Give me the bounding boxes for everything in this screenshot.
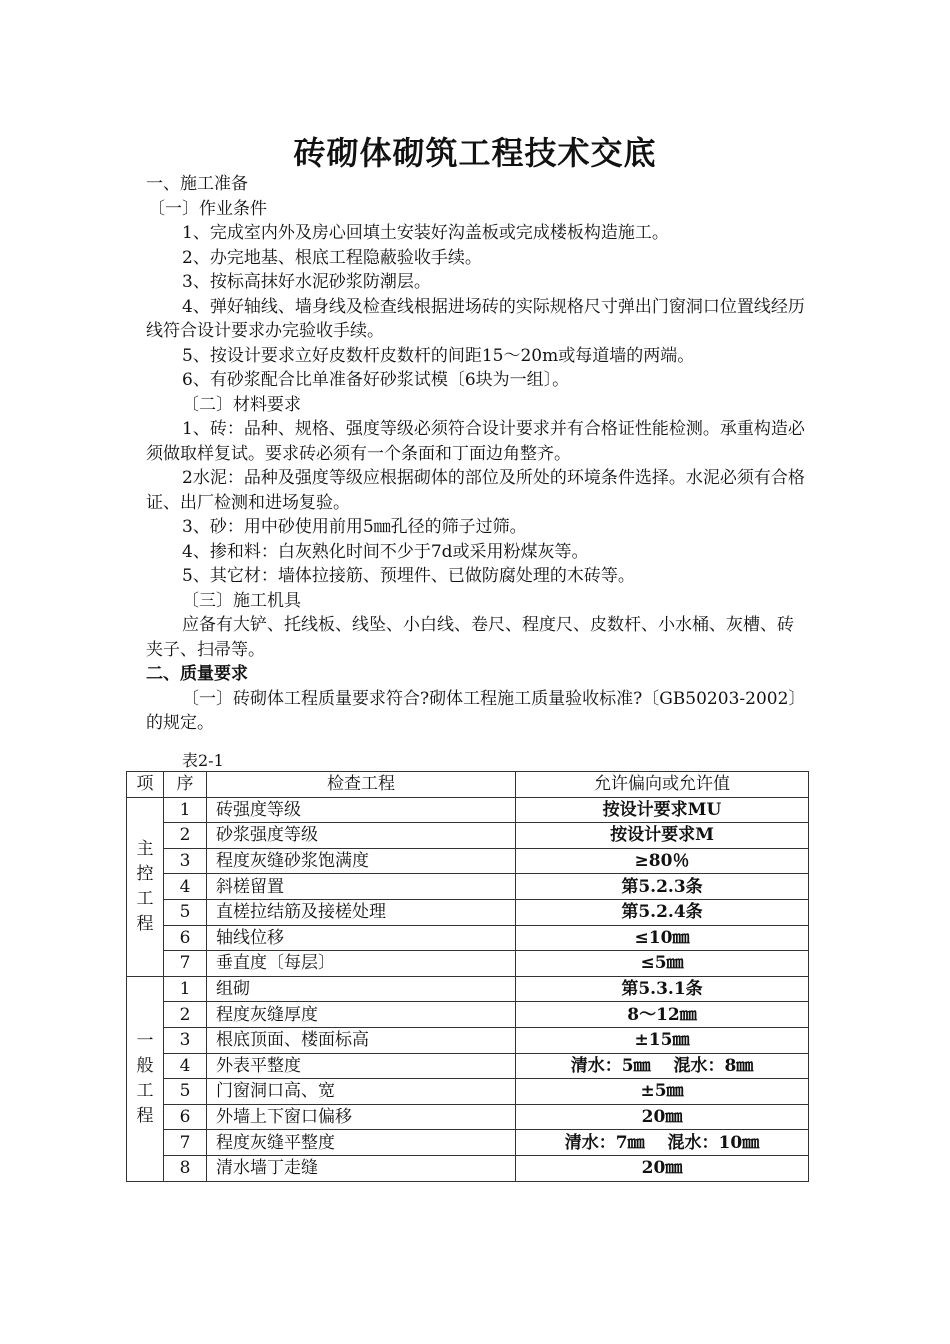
material-item: 3、砂：用中砂使用前用5㎜孔径的筛子过筛。 — [182, 517, 527, 537]
table-row — [127, 899, 809, 925]
row-value: ±15㎜ — [516, 1027, 809, 1053]
row-number: 1 — [164, 976, 207, 1002]
row-item: 外表平整度 — [207, 1053, 516, 1079]
row-number: 4 — [164, 1053, 207, 1079]
row-number: 2 — [164, 1002, 207, 1028]
quality-table — [126, 771, 809, 1182]
row-item: 砖强度等级 — [207, 797, 516, 823]
row-item: 砂浆强度等级 — [207, 823, 516, 849]
row-item: 根底顶面、楼面标高 — [207, 1027, 516, 1053]
condition-item: 2、办完地基、根底工程隐蔽验收手续。 — [182, 247, 482, 268]
row-number: 1 — [164, 797, 207, 823]
header-item: 检查工程 — [207, 772, 516, 798]
header-number: 序 — [164, 772, 207, 798]
table-row — [127, 797, 809, 823]
material-item: 2水泥：品种及强度等级应根据砌体的部位及所处的环境条件选择。水泥必须有合格证、出厂检测和进场复验。 — [146, 468, 805, 513]
table-row — [127, 1130, 809, 1156]
section-2-1-text: 〔一〕砖砌体工程质量要求符合?砌体工程施工质量验收标准?〔GB50203-2002〕的规定。 — [146, 688, 806, 733]
table-row — [127, 1155, 809, 1181]
row-number: 7 — [164, 1130, 207, 1156]
section-2-heading: 二、质量要求 — [146, 664, 248, 684]
row-number: 6 — [164, 1104, 207, 1130]
header-value: 允许偏向或允许值 — [516, 772, 809, 798]
table-row — [127, 1053, 809, 1079]
condition-item: 6、有砂浆配合比单准备好砂浆试模〔6块为一组〕。 — [182, 370, 570, 390]
group-label-general: 一般工程 — [127, 976, 164, 1181]
condition-item: 4、弹好轴线、墙身线及检查线根据进场砖的实际规格尺寸弹出门窗洞口位置线经历线符合设计要求办完验收手续。 — [146, 296, 805, 341]
table-row — [127, 823, 809, 849]
table-row — [127, 1079, 809, 1105]
table-row — [127, 925, 809, 951]
row-item: 直槎拉结筋及接槎处理 — [207, 899, 516, 925]
row-value: ≥80％ — [516, 848, 809, 874]
row-number: 8 — [164, 1155, 207, 1181]
condition-item: 1、完成室内外及房心回填土安装好沟盖板或完成楼板构造施工。 — [182, 223, 669, 243]
table-row — [127, 1104, 809, 1130]
row-item: 垂直度〔每层〕 — [207, 951, 516, 977]
material-item: 4、掺和料：白灰熟化时间不少于7d或采用粉煤灰等。 — [182, 541, 589, 562]
row-number: 5 — [164, 1079, 207, 1105]
table-row — [127, 1002, 809, 1028]
row-item: 程度灰缝厚度 — [207, 1002, 516, 1028]
row-number: 3 — [164, 1027, 207, 1053]
row-number: 7 — [164, 951, 207, 977]
row-item: 门窗洞口高、宽 — [207, 1079, 516, 1105]
row-number: 4 — [164, 874, 207, 900]
row-value: 20㎜ — [516, 1155, 809, 1181]
table-row — [127, 1027, 809, 1053]
condition-item: 5、按设计要求立好皮数杆皮数杆的间距15～20m或每道墙的两端。 — [182, 345, 695, 366]
document-body — [146, 172, 810, 736]
row-number: 5 — [164, 899, 207, 925]
row-item: 程度灰缝平整度 — [207, 1130, 516, 1156]
section-1-3-heading: 〔三〕施工机具 — [182, 590, 301, 611]
row-value: ≤5㎜ — [516, 951, 809, 977]
row-number: 6 — [164, 925, 207, 951]
table-caption: 表2-1 — [182, 751, 224, 770]
table-row — [127, 874, 809, 900]
table-row — [127, 848, 809, 874]
row-value: 8～12㎜ — [516, 1002, 809, 1028]
row-item: 轴线位移 — [207, 925, 516, 951]
section-1-1-heading: 〔一〕作业条件 — [148, 198, 267, 219]
material-item: 1、砖：品种、规格、强度等级必须符合设计要求并有合格证性能检测。承重构造必须做取样复试。要求砖必须有一个条面和丁面边角整齐。 — [146, 419, 805, 464]
section-1-heading: 一、施工准备 — [146, 174, 248, 194]
row-number: 2 — [164, 823, 207, 849]
row-value: 按设计要求MU — [516, 797, 809, 823]
row-item: 斜槎留置 — [207, 874, 516, 900]
row-item: 组砌 — [207, 976, 516, 1002]
row-value: 第5.3.1条 — [516, 976, 809, 1002]
table-header-row — [127, 772, 809, 798]
table-row — [127, 976, 809, 1002]
header-category: 项 — [127, 772, 164, 798]
document-title: 砖砌体砌筑工程技术交底 — [293, 134, 657, 172]
row-value: 清水：7㎜ 混水：10㎜ — [516, 1130, 809, 1156]
row-value: ≤10㎜ — [516, 925, 809, 951]
row-item: 清水墙丁走缝 — [207, 1155, 516, 1181]
row-value: 20㎜ — [516, 1104, 809, 1130]
section-1-2-heading: 〔二〕材料要求 — [182, 394, 301, 415]
row-value: ±5㎜ — [516, 1079, 809, 1105]
tools-text: 应备有大铲、托线板、线坠、小白线、卷尺、程度尺、皮数杆、小水桶、灰槽、砖夹子、扫帚等。 — [146, 615, 794, 660]
group-label-main: 主控工程 — [127, 797, 164, 976]
row-item: 程度灰缝砂浆饱满度 — [207, 848, 516, 874]
row-number: 3 — [164, 848, 207, 874]
row-value: 清水：5㎜ 混水：8㎜ — [516, 1053, 809, 1079]
row-value: 第5.2.4条 — [516, 899, 809, 925]
condition-item: 3、按标高抹好水泥砂浆防潮层。 — [182, 272, 431, 292]
row-item: 外墙上下窗口偏移 — [207, 1104, 516, 1130]
row-value: 第5.2.3条 — [516, 874, 809, 900]
row-value: 按设计要求M — [516, 823, 809, 849]
material-item: 5、其它材：墙体拉接筋、预埋件、已做防腐处理的木砖等。 — [182, 566, 635, 586]
table-row — [127, 951, 809, 977]
